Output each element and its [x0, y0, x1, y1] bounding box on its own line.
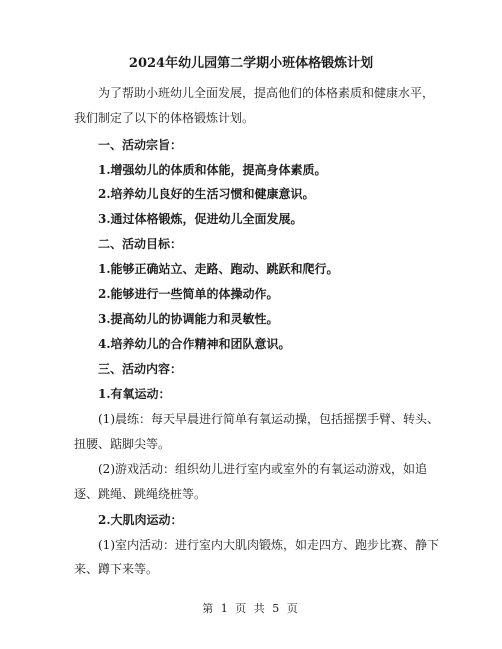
intro-line-1: 为了帮助小班幼儿全面发展，提高他们的体格素质和健康水平， [98, 86, 435, 100]
content-subheading-large-muscle: 2.大肌肉运动： [98, 513, 183, 527]
goal-item-2: 2.能够进行一些简单的体操动作。 [98, 287, 279, 301]
goal-item-1: 1.能够正确站立、走路、跑动、跳跃和爬行。 [98, 262, 339, 276]
goal-item-3: 3.提高幼儿的协调能力和灵敏性。 [98, 312, 279, 326]
aerobic-item-2-line-2: 逐、跳绳、跳绳绕桩等。 [74, 487, 207, 501]
content-subheading-aerobic: 1.有氧运动： [98, 387, 171, 401]
muscle-item-1-line-1: (1)室内活动：进行室内大肌肉锻炼，如走四方、跑步比赛、静下 [98, 538, 440, 552]
aerobic-item-1-line-1: (1)晨练：每天早晨进行简单有氧运动操，包括摇摆手臂、转头、 [98, 412, 440, 426]
section-heading-goals: 二、活动目标： [98, 237, 183, 251]
purpose-item-3: 3.通过体格锻炼，促进幼儿全面发展。 [98, 212, 303, 226]
goal-item-4: 4.培养幼儿的合作精神和团队意识。 [98, 337, 291, 351]
section-heading-content: 三、活动内容： [98, 362, 183, 376]
page-footer: 第 1 页 共 5 页 [202, 602, 300, 615]
aerobic-item-1-line-2: 扭腰、踮脚尖等。 [74, 437, 171, 451]
intro-line-2: 我们制定了以下的体格锻炼计划。 [74, 111, 255, 125]
section-heading-purpose: 一、活动宗旨： [98, 138, 183, 152]
purpose-item-2: 2.培养幼儿良好的生活习惯和健康意识。 [98, 187, 315, 201]
document-title: 2024年幼儿园第二学期小班体格锻炼计划 [128, 56, 374, 71]
muscle-item-1-line-2: 来、蹲下来等。 [74, 562, 159, 576]
purpose-item-1: 1.增强幼儿的体质和体能，提高身体素质。 [98, 163, 327, 177]
aerobic-item-2-line-1: (2)游戏活动：组织幼儿进行室内或室外的有氧运动游戏，如追 [98, 462, 428, 476]
